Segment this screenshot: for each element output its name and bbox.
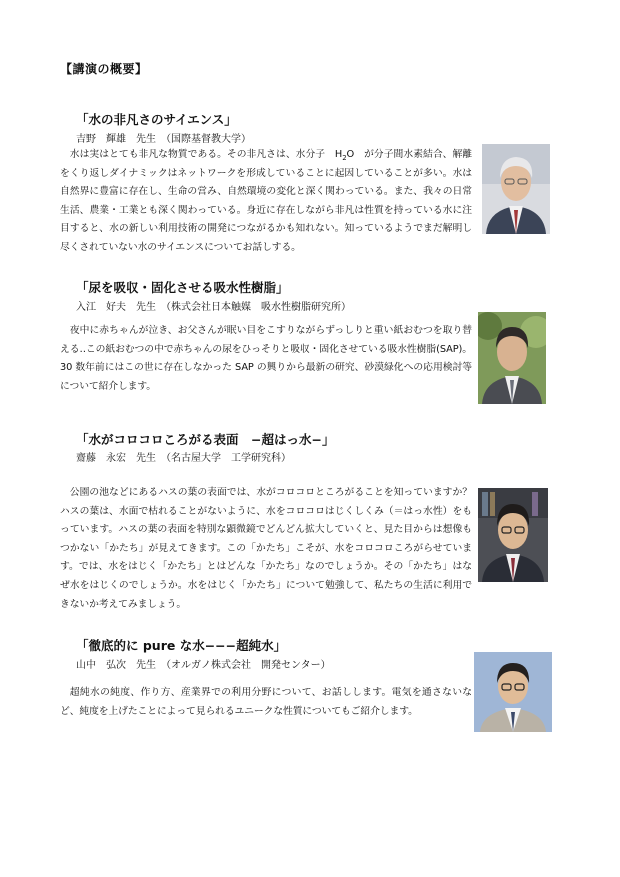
speaker-photo-1 [482,144,550,234]
portrait-photo-icon [478,312,546,404]
page-heading: 【講演の概要】 [60,62,148,76]
speaker-photo-4 [474,652,552,732]
lecture-speaker-4: 山中 弘次 先生 （オルガノ株式会社 開発センター） [76,660,331,671]
lecture-title-4: 「徹底的に pure な水−−−超純水」 [76,638,287,653]
portrait-photo-icon [478,488,548,582]
lecture-abstract-1: 水は実はとても非凡な物質である。その非凡さは、水分子 $H_2O$ が分子間水素結合、解離をくり返しダイナミックはネットワークを形成していることに起因していることが多い。水は自然界に豊富に存在し、生命の営み、自然環境の変化と深く関わっている。また、我々の日常生活、農業・工業とも深く関わっている。身近に存在しながら非凡は性質を持っている水に注目すると、水の新しい利用技術の開発につながるかも知れない。知っているようでまだ解明し尽くされていない水のサイエンスについてお話しする。 [60,149,472,253]
lecture-title-2: 「尿を吸収・固化させる吸水性樹脂」 [76,280,289,295]
portrait-photo-icon [482,144,550,234]
lecture-abstract-2: 夜中に赤ちゃんが泣き、お父さんが眠い目をこすりながらずっしりと重い紙おむつを取り替える‥この紙おむつの中で赤ちゃんの尿をひっそりと吸収・固化させている吸水性樹脂(SAP)。30 数年前にはこの世に存在しなかった SAP の興りから最新の研究、砂漠緑化への応用検討等について紹介します。 [60,325,472,392]
lecture-abstract-4: 超純水の純度、作り方、産業界での利用分野について、お話しします。電気を通さないなど、純度を上げたことによって見られるユニークな性質についてもご紹介します。 [60,687,472,717]
portrait-photo-icon [474,652,552,732]
speaker-photo-3 [478,488,548,582]
lecture-speaker-2: 入江 好夫 先生 （株式会社日本触媒 吸水性樹脂研究所） [76,302,351,313]
lecture-abstract-3: 公園の池などにあるハスの葉の表面では、水がコロコロところがることを知っていますか？ハスの葉は、水面で枯れることがないように、水をコロコロはじくしくみ（＝はっ水性）をもっています。ハスの葉の表面を特別な顕微鏡でどんどん拡大していくと、見た目からは想像もつかない「かたち」が見えてきます。この「かたち」こそが、水をコロコロころがらせています。では、水をはじく「かたち」とはどんな「かたち」なのでしょうか。その「かたち」はなぜ水をはじくのでしょうか。水をはじく「かたち」について勉強して、私たちの生活に利用できないか考えてみましょう。 [60,487,472,610]
lecture-title-1: 「水の非凡さのサイエンス」 [76,112,237,127]
lecture-speaker-1: 吉野 輝雄 先生 （国際基督教大学） [76,134,251,145]
lecture-speaker-3: 齋藤 永宏 先生 （名古屋大学 工学研究科） [76,453,291,464]
lecture-title-3: 「水がコロコロころがる表面 −超はっ水−」 [76,432,335,447]
subscript-2: 2 [342,153,347,162]
speaker-photo-2 [478,312,546,404]
